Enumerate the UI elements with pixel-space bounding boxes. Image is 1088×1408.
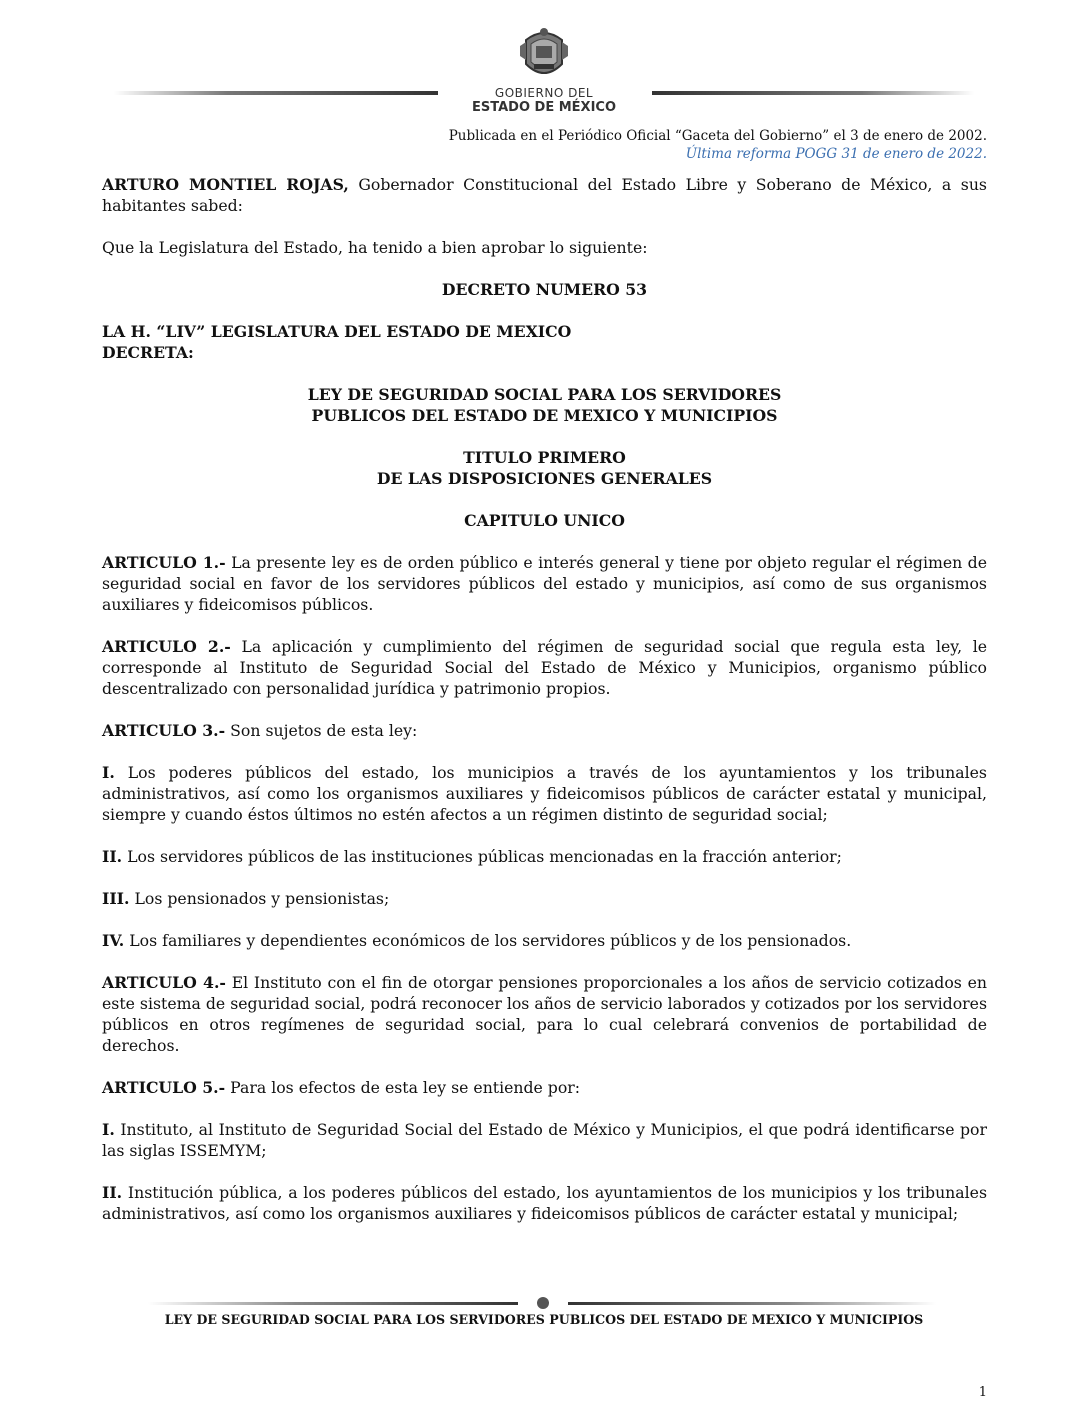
list-item <box>102 888 987 909</box>
chapter-heading: CAPITULO UNICO <box>464 511 625 530</box>
article-label: ARTICULO 2.- <box>102 637 231 656</box>
law-title-line-2: PUBLICOS DEL ESTADO DE MEXICO Y MUNICIPIOS <box>311 406 778 425</box>
footer-divider-dot <box>537 1297 549 1309</box>
fraction-number: III. <box>102 889 130 908</box>
title-subheading: DE LAS DISPOSICIONES GENERALES <box>376 469 713 488</box>
article-text: Son sujetos de esta ley: <box>230 721 418 740</box>
fraction-number: II. <box>102 1183 123 1202</box>
article-1 <box>102 552 987 615</box>
list-item <box>102 762 987 825</box>
brand-line-1: GOBIERNO DEL <box>494 86 594 100</box>
article-label: ARTICULO 5.- <box>102 1078 226 1097</box>
article-2 <box>102 636 987 699</box>
header-divider-left <box>114 91 438 95</box>
legislature-approval: Que la Legislatura del Estado, ha tenido a bien aprobar lo siguiente: <box>102 238 648 257</box>
footer-law-title: LEY DE SEGURIDAD SOCIAL PARA LOS SERVIDORES PUBLICOS DEL ESTADO DE MEXICO Y MUNICIPIOS <box>164 1312 924 1327</box>
decreta-heading: DECRETA: <box>102 343 194 362</box>
intro-paragraph <box>102 174 987 216</box>
fraction-text: Los servidores públicos de las instituciones públicas mencionadas en la fracción anterior; <box>127 847 842 866</box>
article-text: La presente ley es de orden público e interés general y tiene por objeto regular el régimen de seguridad social en favor de los servidores públicos del estado y municipios, así como de sus organismos auxiliares y fideicomisos públicos. <box>102 553 988 614</box>
footer-divider-right <box>568 1302 936 1305</box>
fraction-number: II. <box>102 847 123 866</box>
article-3 <box>102 720 987 741</box>
document-body <box>102 174 987 1224</box>
publication-line: Publicada en el Periódico Oficial “Gaceta del Gobierno” el 3 de enero de 2002. <box>448 128 987 144</box>
fraction-text: Instituto, al Instituto de Seguridad Social del Estado de México y Municipios, el que podrá identificarse por las siglas ISSEMYM; <box>102 1120 987 1160</box>
list-item <box>102 846 987 867</box>
decree-number: DECRETO NUMERO 53 <box>441 280 648 299</box>
fraction-number: IV. <box>102 931 125 950</box>
fraction-number: I. <box>102 763 115 782</box>
governor-name: ARTURO MONTIEL ROJAS, <box>102 175 349 194</box>
fraction-number: I. <box>102 1120 115 1139</box>
publication-note <box>449 127 987 163</box>
fraction-text: Institución pública, a los poderes públicos del estado, los ayuntamientos de los municipios y los tribunales administrativos, así como los organismos auxiliares y fideicomisos públicos de carácter estatal y municipal; <box>102 1183 987 1223</box>
article-text: Para los efectos de esta ley se entiende por: <box>230 1078 581 1097</box>
list-item <box>102 1182 987 1224</box>
fraction-text: Los pensionados y pensionistas; <box>134 889 390 908</box>
legislature-heading: LA H. “LIV” LEGISLATURA DEL ESTADO DE MEXICO <box>102 322 572 341</box>
page-number: 1 <box>978 1385 987 1400</box>
article-text: La aplicación y cumplimiento del régimen de seguridad social que regula esta ley, le corresponde al Instituto de Seguridad Social del Estado de México y Municipios, organismo público descentralizado con personalidad jurídica y patrimonio propios. <box>102 637 988 698</box>
fraction-text: Los poderes públicos del estado, los municipios a través de los ayuntamientos y los tribunales administrativos, así como los organismos auxiliares y fideicomisos públicos de carácter estatal y municipal, siempre y cuando éstos últimos no estén afectos a un régimen distinto de seguridad social; <box>102 763 987 824</box>
article-5 <box>102 1077 987 1098</box>
last-reform-line: Última reforma POGG 31 de enero de 2022. <box>685 146 987 162</box>
title-heading: TITULO PRIMERO <box>463 448 626 467</box>
list-item <box>102 1119 987 1161</box>
footer-divider-left <box>148 1302 518 1305</box>
article-label: ARTICULO 1.- <box>102 553 226 572</box>
article-4 <box>102 972 987 1056</box>
article-label: ARTICULO 3.- <box>102 721 226 740</box>
list-item <box>102 930 987 951</box>
article-label: ARTICULO 4.- <box>102 973 226 992</box>
intro-text: Gobernador Constitucional del Estado Libre y Soberano de México, a sus habitantes sabed: <box>102 175 987 215</box>
fraction-text: Los familiares y dependientes económicos de los servidores públicos y de los pensionados. <box>129 931 852 950</box>
article-text: El Instituto con el fin de otorgar pensiones proporcionales a los años de servicio cotizados en este sistema de seguridad social, podrá reconocer los años de servicio laborados y cotizados por los servidores públicos en otros regímenes de seguridad social, para lo cual celebrará convenios de portabilidad de derechos. <box>102 973 987 1055</box>
law-title-line-1: LEY DE SEGURIDAD SOCIAL PARA LOS SERVIDORES <box>307 385 782 404</box>
brand-line-2: ESTADO DE MÉXICO <box>472 100 616 115</box>
header-divider-right <box>652 91 974 95</box>
state-coat-of-arms-logo <box>514 24 574 84</box>
